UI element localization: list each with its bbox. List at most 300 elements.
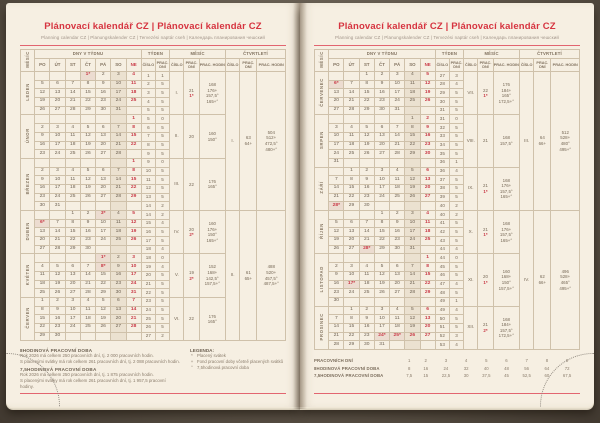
day-cell	[50, 115, 65, 124]
day-header: PO	[35, 59, 50, 72]
sub-header: PRAC. DNÍ	[240, 59, 257, 72]
day-cell: 4	[359, 263, 374, 272]
sub-header: PRAC. DNÍ	[534, 59, 551, 72]
day-cell: 17	[126, 271, 141, 280]
quarter-workdays-cell	[534, 211, 551, 350]
month-workhours-cell	[199, 211, 225, 254]
day-cell	[374, 158, 389, 167]
value-line: 165°	[501, 93, 511, 99]
month-number-cell: X.	[464, 211, 478, 254]
day-cell: 19	[50, 280, 65, 289]
summary-value-cell: 48	[504, 365, 509, 371]
summary-value-cell: 67,5	[562, 373, 572, 379]
week-workdays-cell: 4	[449, 80, 463, 89]
month-workdays-cell	[184, 72, 199, 115]
week-number-cell: 24	[141, 306, 155, 315]
day-cell: 15	[344, 184, 359, 193]
day-cell: 27	[374, 150, 389, 159]
day-cell: 28	[329, 341, 344, 350]
quarter-number-cell: I.	[226, 72, 240, 211]
value-line: 61	[245, 270, 251, 276]
day-header: ČT	[374, 59, 389, 72]
week-number-cell: 5	[141, 115, 155, 124]
week-number-cell: 27	[435, 72, 449, 81]
week-workdays-cell: 2	[155, 332, 169, 341]
day-cell: 3	[390, 72, 405, 81]
week-number-cell: 13	[141, 193, 155, 202]
quarter-number-cell: IV.	[520, 211, 534, 350]
day-cell: 25	[344, 150, 359, 159]
week-workdays-cell: 5	[449, 106, 463, 115]
day-cell	[35, 211, 50, 220]
day-cell: 16	[390, 228, 405, 237]
day-cell	[344, 115, 359, 124]
day-cell	[420, 202, 435, 211]
column-group-header: TÝDEN	[141, 50, 169, 59]
day-cell: 12	[50, 271, 65, 280]
week-workdays-cell: 1	[155, 72, 169, 81]
day-cell	[420, 341, 435, 350]
day-cell	[65, 254, 80, 263]
summary-value-cell: 9	[565, 358, 569, 364]
day-cell: 6	[111, 297, 126, 306]
day-cell: 30	[111, 289, 126, 298]
week-workdays-cell: 5	[449, 271, 463, 280]
day-cell: 8	[35, 306, 50, 315]
day-cell: 22	[405, 141, 420, 150]
day-cell: 12	[126, 219, 141, 228]
day-cell: 19	[126, 228, 141, 237]
day-cell: 21	[111, 141, 126, 150]
day-cell: 8	[405, 124, 420, 133]
day-cell: 11	[126, 80, 141, 89]
day-cell: 20	[35, 237, 50, 246]
week-number-cell: 50	[435, 315, 449, 324]
month-name: ČERVEN	[24, 307, 30, 329]
day-cell: 9	[420, 124, 435, 133]
day-cell: 12	[420, 80, 435, 89]
day-cell: 2	[80, 211, 95, 220]
day-cell: 21	[111, 184, 126, 193]
summary-row-label: 8HODINOVÁ PRACOVNÍ DOBA	[314, 365, 380, 371]
week-workdays-cell: 5	[449, 228, 463, 237]
day-cell	[80, 158, 95, 167]
day-cell: 9	[50, 306, 65, 315]
sub-header: ČÍSLO	[226, 59, 240, 72]
month-name: ZÁŘÍ	[318, 181, 324, 195]
day-cell: 30	[359, 202, 374, 211]
sub-header: PRAC. DNÍ	[155, 59, 169, 72]
day-cell: 29	[374, 245, 389, 254]
day-cell: 20	[65, 280, 80, 289]
day-cell: 13	[96, 132, 111, 141]
month-name: BŘEZEN	[24, 172, 30, 195]
day-cell: 21	[359, 237, 374, 246]
day-cell	[126, 150, 141, 159]
value-line: 19	[189, 270, 194, 276]
week-workdays-cell: 4	[449, 245, 463, 254]
day-cell: 6*	[35, 219, 50, 228]
day-cell: 23	[390, 237, 405, 246]
worktime-line: Rok 2026 má celkem 250 pracovních dní, tj. 2 000 pracovních hodin.	[20, 353, 154, 359]
day-cell	[390, 297, 405, 306]
value-line: 157,5°	[499, 141, 513, 146]
value-line: 66+	[538, 280, 547, 285]
value-line: 160	[208, 221, 216, 227]
day-cell: 16	[35, 184, 50, 193]
day-cell: 16	[111, 271, 126, 280]
week-number-cell: 37	[435, 176, 449, 185]
day-cell: 12	[80, 132, 95, 141]
week-workdays-cell: 0	[155, 254, 169, 263]
day-cell: 23	[359, 193, 374, 202]
month-workdays-cell	[184, 254, 199, 297]
day-cell: 24	[374, 193, 389, 202]
day-cell: 24	[50, 193, 65, 202]
day-cell: 3	[329, 124, 344, 133]
day-cell	[359, 115, 374, 124]
day-cell: 4	[35, 263, 50, 272]
day-cell: 6	[420, 306, 435, 315]
value-line: 22	[189, 316, 194, 322]
sub-header: PRAC. DNÍ	[478, 59, 493, 72]
day-cell: 4	[390, 306, 405, 315]
day-cell	[344, 254, 359, 263]
day-cell: 3	[374, 306, 389, 315]
day-cell: 21	[126, 315, 141, 324]
value-line: 512	[561, 129, 569, 135]
day-cell: 2	[359, 167, 374, 176]
week-number-cell: 14	[141, 211, 155, 220]
day-cell: 5	[374, 263, 389, 272]
week-number-cell: 2	[141, 80, 155, 89]
value-line: 496	[561, 268, 569, 274]
week-number-cell: 23	[141, 297, 155, 306]
day-cell	[405, 106, 420, 115]
day-cell: 7	[405, 263, 420, 272]
week-workdays-cell: 5	[155, 237, 169, 246]
day-cell	[344, 72, 359, 81]
worktime-heading-75h: 7,5HODINOVÁ PRACOVNÍ DOBA	[20, 367, 97, 373]
day-cell: 19	[35, 98, 50, 107]
value-line: 176	[208, 178, 216, 184]
day-cell	[96, 115, 111, 124]
week-workdays-cell: 5	[449, 289, 463, 298]
value-line: 21	[483, 183, 488, 189]
week-number-cell: 7	[141, 132, 155, 141]
day-cell: 20	[420, 184, 435, 193]
value-line: 168	[208, 82, 216, 88]
summary-value-cell: 22,5	[441, 373, 451, 379]
week-number-cell: 6	[141, 124, 155, 133]
summary-value-cell: 64	[544, 365, 550, 371]
value-line: 64+	[244, 141, 253, 146]
day-cell: 30	[96, 106, 111, 115]
summary-value-cell: 8	[545, 358, 549, 364]
month-name-cell	[315, 254, 329, 306]
week-workdays-cell: 5	[449, 89, 463, 98]
day-cell: 2	[374, 72, 389, 81]
day-cell: 20	[374, 141, 389, 150]
value-line: 160	[502, 268, 510, 274]
day-cell: 15	[96, 271, 111, 280]
day-cell	[359, 211, 374, 220]
week-workdays-cell: 5	[449, 132, 463, 141]
day-cell: 17	[96, 228, 111, 237]
planning-calendar-table	[20, 49, 286, 341]
day-cell: 15	[405, 132, 420, 141]
week-number-cell: 41	[435, 219, 449, 228]
day-cell: 17	[111, 89, 126, 98]
quarter-workhours-cell	[257, 211, 286, 341]
quarter-workhours-cell	[257, 72, 286, 211]
day-cell: 15	[344, 323, 359, 332]
day-cell: 26	[359, 150, 374, 159]
value-line: 20	[189, 226, 194, 232]
summary-value-cell: 8	[407, 365, 411, 371]
day-cell	[359, 254, 374, 263]
page-title: Plánovací kalendář CZ | Plánovací kalendár CZ	[338, 21, 556, 32]
day-cell: 26	[80, 193, 95, 202]
day-cell: 9	[359, 315, 374, 324]
day-cell	[35, 72, 50, 81]
month-workdays-cell	[478, 115, 493, 167]
day-header: SO	[111, 59, 126, 72]
value-line: 520+	[266, 270, 277, 276]
day-cell: 28*	[359, 245, 374, 254]
day-cell: 16	[50, 315, 65, 324]
day-cell	[374, 202, 389, 211]
bottom-rule	[314, 393, 580, 394]
day-cell: 30	[50, 332, 65, 341]
day-cell: 1	[344, 306, 359, 315]
day-cell: 22	[420, 280, 435, 289]
value-line: 165+°	[500, 237, 513, 243]
value-line: 21	[483, 226, 488, 232]
day-cell: 23	[420, 141, 435, 150]
day-cell: 10	[405, 219, 420, 228]
month-number-cell: II.	[170, 115, 184, 158]
value-line: 487,5+°	[263, 281, 279, 287]
day-cell: 16	[359, 323, 374, 332]
sub-header: ČÍSLO	[170, 59, 184, 72]
day-cell: 5	[35, 80, 50, 89]
week-number-cell: 48	[435, 289, 449, 298]
week-number-cell: 35	[435, 150, 449, 159]
day-cell: 15	[65, 228, 80, 237]
week-number-cell: 19	[141, 263, 155, 272]
day-cell	[126, 202, 141, 211]
day-cell: 29	[359, 106, 374, 115]
quarter-workhours-cell	[551, 211, 580, 350]
week-workdays-cell: 5	[155, 167, 169, 176]
day-cell: 2	[329, 263, 344, 272]
day-cell: 7	[50, 219, 65, 228]
day-cell: 3	[50, 124, 65, 133]
day-cell	[126, 106, 141, 115]
day-cell: 22	[344, 332, 359, 341]
worktime-line: Rok 2026 má celkem 250 pracovních dní, tj. 1 875 pracovních hodin.	[20, 372, 154, 378]
value-line: 168+	[207, 270, 218, 276]
week-row	[21, 72, 286, 81]
day-cell: 26	[80, 150, 95, 159]
day-cell: 20	[329, 98, 344, 107]
day-cell: 14	[405, 271, 420, 280]
day-cell: 21	[65, 98, 80, 107]
day-cell: 3	[405, 211, 420, 220]
day-cell: 28	[111, 193, 126, 202]
week-workdays-cell: 5	[449, 124, 463, 133]
day-cell: 11	[390, 176, 405, 185]
month-name-cell	[315, 72, 329, 115]
day-cell	[96, 332, 111, 341]
day-cell: 26	[35, 106, 50, 115]
week-number-cell: 18	[141, 245, 155, 254]
week-number-cell: 43	[435, 237, 449, 246]
day-cell: 8	[374, 219, 389, 228]
day-cell: 14	[329, 184, 344, 193]
month-number-cell: I.	[170, 72, 184, 115]
day-cell: 19	[374, 280, 389, 289]
day-cell	[80, 202, 95, 211]
day-cell: 25	[80, 323, 95, 332]
week-workdays-cell: 5	[155, 89, 169, 98]
day-cell: 20	[111, 315, 126, 324]
month-workhours-cell	[493, 72, 519, 115]
day-cell	[405, 254, 420, 263]
value-line: 1*	[483, 188, 488, 194]
day-cell: 14	[126, 306, 141, 315]
day-cell	[80, 332, 95, 341]
day-cell: 19	[359, 141, 374, 150]
top-rule	[20, 45, 286, 46]
week-workdays-cell: 5	[155, 132, 169, 141]
day-cell	[374, 297, 389, 306]
day-cell: 2	[390, 211, 405, 220]
day-cell	[96, 245, 111, 254]
day-cell: 28	[111, 150, 126, 159]
day-cell: 24	[390, 98, 405, 107]
page-subtitle: Planning calendar CZ | Planungskalender CZ | Tervezési naptár cseh | Календарь планирования чешский	[41, 35, 265, 40]
day-cell: 2	[359, 306, 374, 315]
day-cell	[405, 202, 420, 211]
day-cell: 26	[50, 289, 65, 298]
sub-header: ČÍSLO	[520, 59, 534, 72]
value-line: 157,5+°	[498, 285, 514, 291]
month-workhours-cell	[199, 72, 225, 115]
day-cell: 23	[359, 332, 374, 341]
day-cell: 19	[329, 237, 344, 246]
day-cell: 25	[405, 98, 420, 107]
day-cell: 6	[420, 167, 435, 176]
day-cell: 15	[80, 89, 95, 98]
week-number-cell: 53	[435, 341, 449, 350]
day-cell: 1*	[96, 254, 111, 263]
day-cell: 25	[359, 289, 374, 298]
day-cell: 14	[65, 89, 80, 98]
value-line: 150°	[207, 232, 217, 238]
day-cell	[390, 254, 405, 263]
month-workdays-cell	[478, 72, 493, 115]
week-workdays-cell: 5	[155, 98, 169, 107]
day-cell: 13	[96, 176, 111, 185]
day-cell: 10	[374, 176, 389, 185]
week-number-cell: 49	[435, 297, 449, 306]
day-cell: 17	[50, 141, 65, 150]
day-cell: 9	[35, 176, 50, 185]
day-cell: 14	[111, 132, 126, 141]
week-number-cell: 20	[141, 271, 155, 280]
week-workdays-cell: 5	[449, 315, 463, 324]
value-line: 66+	[538, 141, 547, 146]
month-name: ČERVENEC	[318, 77, 324, 107]
month-workdays-cell	[184, 297, 199, 340]
calendar-table-jul-dec	[314, 49, 580, 350]
legend	[190, 346, 286, 390]
day-cell: 27	[96, 150, 111, 159]
day-cell: 1	[374, 211, 389, 220]
day-cell: 26	[96, 323, 111, 332]
legend-symbol: +	[190, 358, 194, 364]
day-cell: 30	[35, 202, 50, 211]
value-line: 168+	[501, 274, 512, 280]
day-cell: 30	[359, 341, 374, 350]
day-cell: 25	[420, 237, 435, 246]
day-cell: 4	[405, 72, 420, 81]
summary-value-cell: 6	[505, 358, 508, 364]
month-workhours-cell	[493, 254, 519, 306]
day-cell	[111, 115, 126, 124]
day-cell: 22	[126, 184, 141, 193]
month-number-cell: XII.	[464, 306, 478, 349]
column-group-header: MĚSÍC	[170, 50, 226, 59]
week-number-cell: 15	[141, 219, 155, 228]
week-workdays-cell: 5	[449, 237, 463, 246]
summary-value-cell: 45	[504, 373, 509, 379]
day-cell	[390, 115, 405, 124]
summary-value-cell: 2	[424, 358, 427, 364]
day-cell: 10	[96, 219, 111, 228]
summary-value-cell: 5	[485, 358, 488, 364]
day-cell: 6	[96, 167, 111, 176]
header-month-column	[315, 50, 329, 72]
day-cell: 4	[344, 124, 359, 133]
month-workhours-cell	[493, 211, 519, 254]
day-cell: 5	[80, 124, 95, 133]
week-number-cell: 1	[141, 72, 155, 81]
day-cell	[50, 211, 65, 220]
value-line: 184+	[501, 322, 512, 328]
value-line: 20	[189, 133, 194, 139]
day-cell: 9	[111, 263, 126, 272]
day-cell: 31	[405, 245, 420, 254]
day-cell: 8	[126, 124, 141, 133]
week-workdays-cell: 5	[155, 141, 169, 150]
quarter-number-cell: II.	[226, 211, 240, 341]
value-line: 480°	[560, 141, 570, 146]
week-number-cell: 51	[435, 323, 449, 332]
day-cell	[344, 211, 359, 220]
day-cell: 20	[96, 184, 111, 193]
header-sub-row	[315, 59, 580, 72]
day-cell: 9	[80, 219, 95, 228]
week-workdays-cell: 5	[155, 315, 169, 324]
day-cell: 14	[329, 323, 344, 332]
day-cell: 27	[50, 106, 65, 115]
day-cell: 18	[126, 89, 141, 98]
day-cell	[329, 115, 344, 124]
value-line: 1*	[189, 93, 194, 99]
